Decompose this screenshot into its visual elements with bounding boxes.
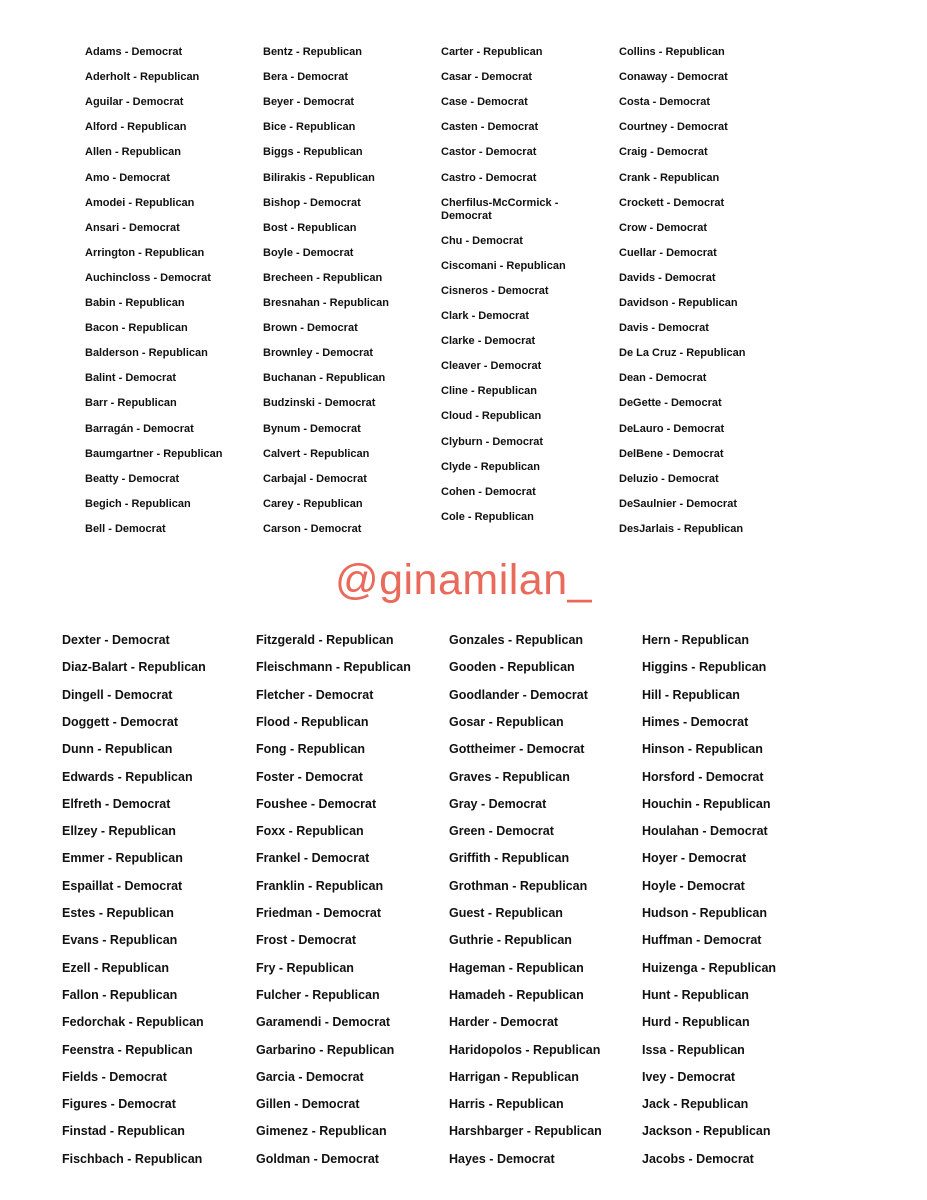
member-entry: Frost - Democrat (256, 933, 357, 948)
member-entry: Gottheimer - Democrat (449, 742, 585, 757)
watermark-handle: @ginamilan_ (334, 556, 593, 604)
member-entry: Bost - Republican (263, 221, 357, 234)
member-entry: Bresnahan - Republican (263, 297, 389, 309)
member-entry: Cloud - Republican (441, 410, 542, 423)
member-entry: Clarke - Democrat (441, 335, 536, 348)
member-entry: Buchanan - Republican (263, 372, 386, 385)
member-entry: Crockett - Democrat (619, 196, 725, 209)
member-entry: Clark - Democrat (441, 310, 530, 322)
member-entry: Harshbarger - Republican (449, 1124, 602, 1139)
member-entry: Clyde - Republican (441, 460, 541, 473)
member-entry: Horsford - Democrat (642, 769, 764, 784)
member-entry: DelBene - Democrat (619, 447, 724, 460)
member-entry: Gooden - Republican (449, 660, 575, 675)
member-entry: Fletcher - Democrat (256, 687, 374, 702)
member-entry: Cuellar - Democrat (619, 246, 717, 259)
member-entry: Hoyer - Democrat (642, 851, 747, 866)
member-entry: Goodlander - Democrat (449, 687, 588, 702)
member-entry: Jackson - Republican (642, 1124, 771, 1139)
member-entry: Hamadeh - Republican (449, 987, 584, 1002)
member-entry: Gillen - Democrat (256, 1097, 360, 1112)
member-entry: Biggs - Republican (263, 146, 363, 159)
member-entry: Houchin - Republican (642, 796, 771, 811)
member-entry: Brownley - Democrat (263, 347, 374, 360)
member-entry: Collins - Republican (619, 46, 725, 58)
member-entry: Carter - Republican (441, 46, 543, 58)
member-entry: Courtney - Democrat (619, 121, 728, 134)
member-entry: Dingell - Democrat (62, 687, 173, 702)
member-entry: Huffman - Democrat (642, 933, 762, 948)
member-entry: Himes - Democrat (642, 714, 749, 729)
member-entry: Carson - Democrat (263, 522, 362, 535)
member-entry: Estes - Republican (62, 906, 174, 920)
member-entry: Higgins - Republican (642, 660, 767, 675)
member-entry: Jack - Republican (642, 1097, 749, 1112)
member-entry: Bilirakis - Republican (263, 171, 375, 184)
member-entry: Brecheen - Republican (263, 271, 383, 284)
member-entry: Bice - Republican (263, 121, 356, 134)
member-entry: Davidson - Republican (619, 297, 738, 309)
member-entry: Cherfilus-McCormick - Democrat (441, 196, 559, 222)
member-entry: Green - Democrat (449, 824, 554, 839)
member-entry: Jacobs - Democrat (642, 1151, 754, 1166)
member-entry: Davids - Democrat (619, 271, 716, 284)
member-entry: Craig - Democrat (619, 146, 708, 159)
member-entry: Fischbach - Republican (62, 1151, 203, 1166)
member-entry: Brown - Democrat (263, 322, 358, 335)
member-entry: Ansari - Democrat (85, 221, 180, 234)
member-entry: Bell - Democrat (85, 522, 166, 535)
member-entry: Garamendi - Democrat (256, 1015, 391, 1030)
member-entry: Hill - Republican (642, 687, 740, 702)
member-entry: Ezell - Republican (62, 960, 169, 975)
member-entry: Calvert - Republican (263, 447, 370, 460)
member-entry: Hudson - Republican (642, 906, 767, 920)
member-entry: Friedman - Democrat (256, 906, 382, 920)
member-entry: Guest - Republican (449, 906, 563, 920)
member-entry: Diaz-Balart - Republican (62, 660, 206, 675)
member-entry: Garbarino - Republican (256, 1042, 395, 1057)
member-entry: Arrington - Republican (85, 246, 205, 259)
member-entry: Baumgartner - Republican (85, 447, 223, 460)
member-entry: Grothman - Republican (449, 878, 588, 893)
member-entry: DeGette - Democrat (619, 397, 722, 410)
member-entry: Bera - Democrat (263, 71, 348, 84)
member-entry: Houlahan - Democrat (642, 824, 768, 839)
member-entry: Dean - Democrat (619, 372, 707, 385)
member-entry: Bacon - Republican (85, 322, 188, 335)
member-entry: Garcia - Democrat (256, 1069, 364, 1084)
member-entry: Bishop - Democrat (263, 196, 361, 209)
member-entry: Hunt - Republican (642, 987, 749, 1002)
member-entry: Harder - Democrat (449, 1015, 559, 1030)
member-entry: Foxx - Republican (256, 824, 364, 839)
member-entry: Casar - Democrat (441, 71, 533, 84)
member-entry: Adams - Democrat (85, 46, 183, 58)
member-entry: Gimenez - Republican (256, 1124, 387, 1139)
member-entry: Edwards - Republican (62, 769, 193, 784)
member-entry: Conaway - Democrat (619, 71, 728, 84)
member-entry: Elfreth - Democrat (62, 796, 171, 811)
member-entry: Cohen - Democrat (441, 485, 536, 498)
member-entry: Fields - Democrat (62, 1069, 167, 1084)
member-entry: De La Cruz - Republican (619, 347, 746, 360)
member-entry: Castro - Democrat (441, 171, 537, 184)
member-entry: Feenstra - Republican (62, 1042, 193, 1057)
member-entry: Bentz - Republican (263, 46, 363, 58)
member-entry: Haridopolos - Republican (449, 1042, 601, 1057)
member-entry: Beyer - Democrat (263, 96, 355, 109)
member-entry: Harris - Republican (449, 1097, 564, 1112)
member-entry: Hinson - Republican (642, 742, 763, 757)
member-entry: Doggett - Democrat (62, 714, 178, 729)
member-entry: Frankel - Democrat (256, 851, 370, 866)
member-entry: Griffith - Republican (449, 851, 570, 866)
member-entry: Castor - Democrat (441, 146, 537, 159)
member-entry: Cline - Republican (441, 385, 537, 398)
member-entry: Casten - Democrat (441, 121, 539, 134)
member-entry: Flood - Republican (256, 714, 369, 729)
member-entry: Clyburn - Democrat (441, 435, 544, 448)
member-entry: Hoyle - Democrat (642, 878, 745, 893)
member-entry: Issa - Republican (642, 1042, 745, 1057)
member-entry: DeLauro - Democrat (619, 422, 725, 435)
member-entry: Evans - Republican (62, 933, 178, 948)
member-entry: Franklin - Republican (256, 878, 384, 893)
member-entry: Ellzey - Republican (62, 824, 176, 839)
member-entry: Fleischmann - Republican (256, 660, 411, 675)
member-entry: Hageman - Republican (449, 960, 584, 975)
member-entry: Balint - Democrat (85, 372, 177, 385)
member-entry: Fallon - Republican (62, 987, 178, 1002)
member-entry: Hayes - Democrat (449, 1151, 555, 1166)
member-entry: Costa - Democrat (619, 96, 711, 109)
member-entry: Graves - Republican (449, 769, 570, 784)
member-entry: Aguilar - Democrat (85, 96, 184, 109)
member-entry: Harrigan - Republican (449, 1069, 579, 1084)
member-entry: Gray - Democrat (449, 796, 547, 811)
member-entry: Carey - Republican (263, 497, 363, 510)
member-entry: Chu - Democrat (441, 234, 523, 247)
member-entry: Cole - Republican (441, 510, 534, 523)
member-entry: Barr - Republican (85, 397, 177, 410)
member-entry: Foushee - Democrat (256, 796, 377, 811)
member-entry: Ivey - Democrat (642, 1069, 736, 1084)
member-entry: Gonzales - Republican (449, 633, 584, 647)
member-entry: Alford - Republican (85, 121, 187, 134)
member-entry: Dunn - Republican (62, 742, 173, 757)
member-entry: Finstad - Republican (62, 1124, 185, 1139)
member-entry: Crank - Republican (619, 171, 720, 184)
member-entry: Davis - Democrat (619, 322, 709, 335)
member-entry: Hurd - Republican (642, 1015, 750, 1030)
member-entry: Cisneros - Democrat (441, 284, 549, 297)
member-entry: Carbajal - Democrat (263, 472, 367, 485)
member-entry: Budzinski - Democrat (263, 397, 376, 410)
member-entry: Beatty - Democrat (85, 472, 180, 485)
member-entry: Figures - Democrat (62, 1097, 176, 1112)
member-entry: Crow - Democrat (619, 221, 708, 234)
member-entry: Boyle - Democrat (263, 246, 354, 259)
member-entry: Cleaver - Democrat (441, 360, 542, 373)
member-entry: Foster - Democrat (256, 769, 363, 784)
member-entry: Fitzgerald - Republican (256, 633, 394, 647)
member-entry: Guthrie - Republican (449, 933, 572, 948)
member-entry: Fedorchak - Republican (62, 1015, 204, 1030)
member-entry: Fong - Republican (256, 742, 366, 757)
member-entry: Fry - Republican (256, 960, 354, 975)
member-entry: Aderholt - Republican (85, 71, 200, 84)
member-entry: Case - Democrat (441, 96, 528, 109)
member-entry: Fulcher - Republican (256, 987, 380, 1002)
member-entry: Balderson - Republican (85, 347, 208, 360)
member-entry: Ciscomani - Republican (441, 259, 566, 272)
member-entry: DesJarlais - Republican (619, 522, 744, 535)
member-entry: Auchincloss - Democrat (85, 271, 211, 284)
member-entry: Barragán - Democrat (85, 422, 194, 435)
member-entry: Deluzio - Democrat (619, 472, 719, 485)
member-entry: Begich - Republican (85, 497, 191, 510)
member-entry: Espaillat - Democrat (62, 878, 183, 893)
member-entry: Dexter - Democrat (62, 633, 170, 647)
member-entry: Amodei - Republican (85, 196, 195, 209)
member-entry: Goldman - Democrat (256, 1151, 379, 1166)
member-entry: Allen - Republican (85, 146, 181, 159)
member-entry: Gosar - Republican (449, 714, 564, 729)
member-entry: Emmer - Republican (62, 851, 183, 866)
member-entry: Bynum - Democrat (263, 422, 361, 435)
member-entry: Huizenga - Republican (642, 960, 777, 975)
member-entry: Babin - Republican (85, 297, 185, 309)
member-entry: DeSaulnier - Democrat (619, 497, 737, 510)
member-entry: Amo - Democrat (85, 171, 170, 184)
member-entry: Hern - Republican (642, 633, 749, 647)
